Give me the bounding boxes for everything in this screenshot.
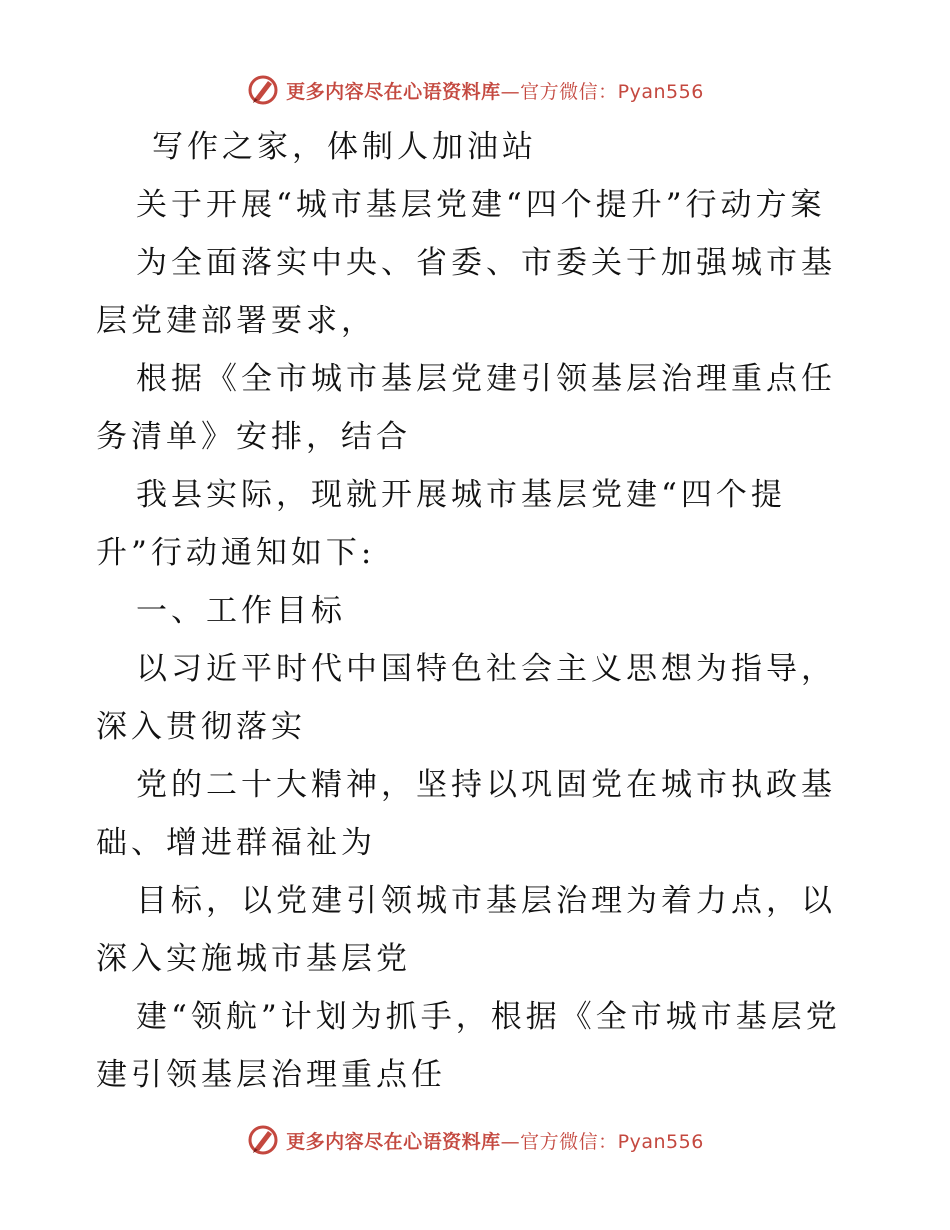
header-watermark-banner — [0, 70, 950, 110]
pen-logo-icon — [246, 1123, 280, 1157]
paragraph-6: 以习近平时代中国特色社会主义思想为指导，深入贯彻落实 — [96, 651, 836, 745]
banner-text — [286, 77, 704, 104]
paragraph-9: 建“领航”计划为抓手，根据《全市城市基层党建引领基层治理重点任 — [96, 999, 841, 1093]
banner-contact-text: 官方微信：Pyan556 — [520, 1130, 704, 1153]
banner-contact-text: 官方微信：Pyan556 — [520, 80, 704, 103]
paragraph-8: 目标，以党建引领城市基层治理为着力点，以深入实施城市基层党 — [96, 883, 836, 977]
pen-logo-icon — [246, 73, 280, 107]
section-heading-1: 一、工作目标 — [136, 593, 346, 629]
banner-separator: — — [500, 1130, 521, 1153]
paragraph-4: 根据《全市城市基层党建引领基层治理重点任务清单》安排，结合 — [96, 361, 836, 455]
paragraph-3: 为全面落实中央、省委、市委关于加强城市基层党建部署要求， — [96, 245, 836, 339]
paragraph-7: 党的二十大精神，坚持以巩固党在城市执政基础、增进群福祉为 — [96, 767, 836, 861]
footer-watermark-banner — [0, 1120, 950, 1160]
banner-main-text: 更多内容尽在心语资料库 — [286, 1130, 501, 1153]
banner-separator: — — [500, 80, 521, 103]
banner-main-text: 更多内容尽在心语资料库 — [286, 80, 501, 103]
banner-text — [286, 1127, 704, 1154]
document-body — [96, 118, 856, 1104]
paragraph-1: 写作之家，体制人加油站 — [152, 129, 537, 165]
paragraph-2: 关于开展“城市基层党建“四个提升”行动方案 — [136, 187, 826, 223]
paragraph-5: 我县实际，现就开展城市基层党建“四个提升”行动通知如下: — [96, 477, 786, 571]
